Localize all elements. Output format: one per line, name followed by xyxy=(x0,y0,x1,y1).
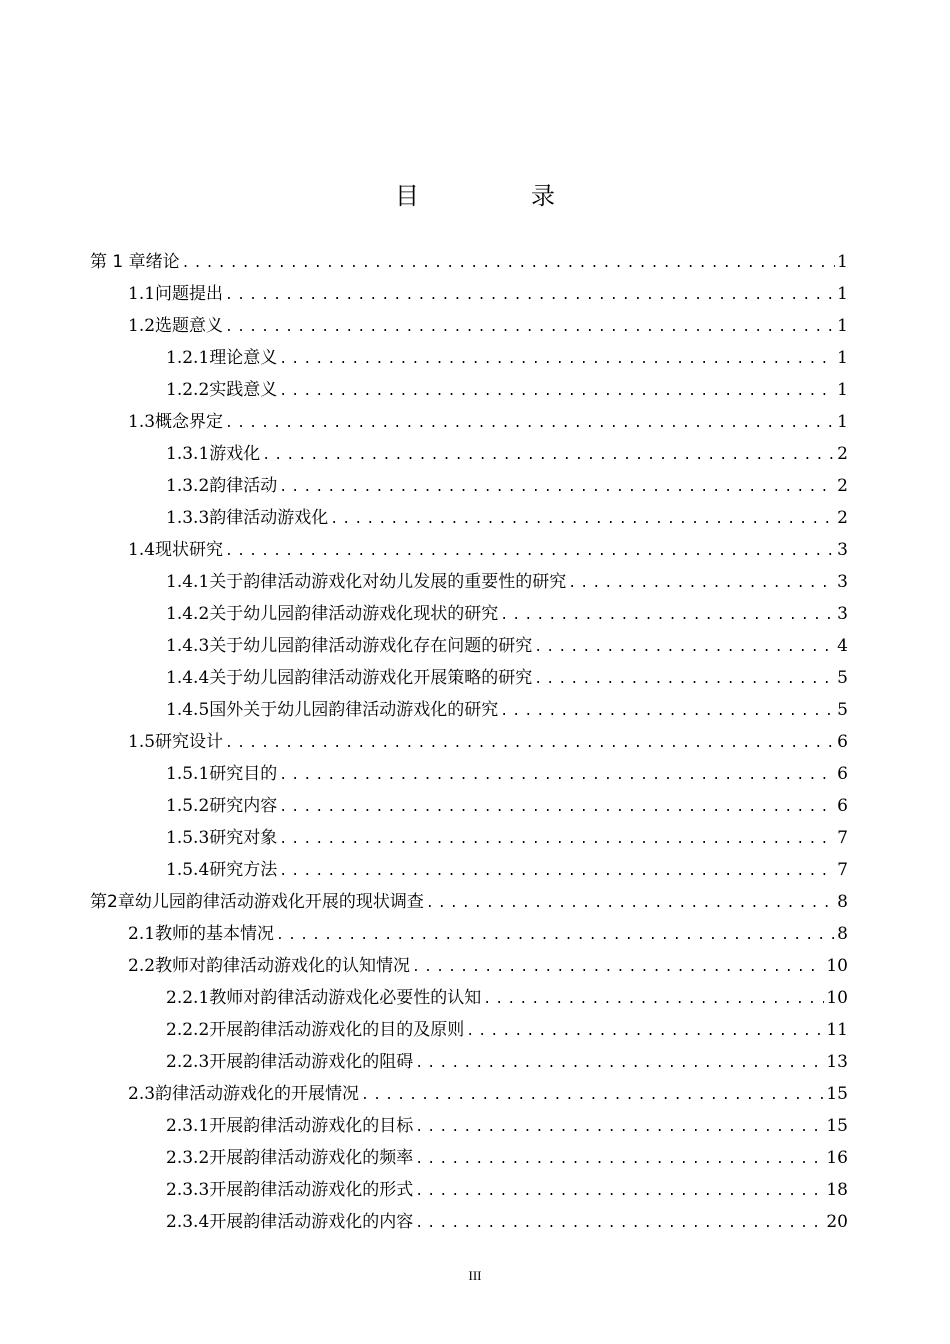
toc-number: 1.5.4 xyxy=(166,860,210,880)
toc-leader xyxy=(534,632,835,664)
toc-entry[interactable] xyxy=(90,1014,848,1046)
toc-entry[interactable] xyxy=(90,1110,848,1142)
toc-text: 韵律活动游戏化的开展情况 xyxy=(155,1084,360,1104)
toc-text: 幼儿园韵律活动游戏化开展的现状调查 xyxy=(134,892,424,912)
toc-leader xyxy=(534,664,835,696)
toc-number: 1.3 xyxy=(128,412,156,432)
toc-entry[interactable] xyxy=(90,918,848,950)
toc-entry[interactable] xyxy=(90,310,848,342)
toc-text: 现状研究 xyxy=(155,540,224,560)
toc-entry[interactable] xyxy=(90,374,848,406)
toc-text: 国外关于幼儿园韵律活动游戏化的研究 xyxy=(209,700,499,720)
toc-leader xyxy=(279,760,835,792)
toc-number: 1.4.4 xyxy=(166,668,210,688)
toc-leader xyxy=(412,952,824,984)
toc-number: 第2章 xyxy=(90,892,135,912)
toc-number: 1.3.1 xyxy=(166,444,210,464)
toc-text: 开展韵律活动游戏化的形式 xyxy=(209,1180,414,1200)
toc-page: 15 xyxy=(826,1116,848,1136)
toc-leader xyxy=(415,1144,824,1176)
toc-number: 1.2 xyxy=(128,316,156,336)
toc-leader xyxy=(279,792,835,824)
toc-number: 1.4 xyxy=(128,540,156,560)
toc-entry[interactable] xyxy=(90,854,848,886)
toc-leader xyxy=(276,920,835,952)
toc-page: 1 xyxy=(837,252,848,272)
toc-page: 1 xyxy=(837,316,848,336)
toc-text: 绪论 xyxy=(145,252,180,272)
toc-text: 教师对韵律活动游戏化的认知情况 xyxy=(155,956,411,976)
toc-text: 概念界定 xyxy=(155,412,224,432)
toc-page: 3 xyxy=(837,572,848,592)
toc-number: 1.4.1 xyxy=(166,572,210,592)
toc-entry[interactable] xyxy=(90,726,848,758)
toc-number: 2.2.2 xyxy=(166,1020,210,1040)
toc-entry[interactable] xyxy=(90,822,848,854)
toc-entry[interactable] xyxy=(90,502,848,534)
toc-number: 2.3.4 xyxy=(166,1212,210,1232)
toc-entry[interactable] xyxy=(90,694,848,726)
toc-text: 研究目的 xyxy=(209,764,278,784)
toc-text: 实践意义 xyxy=(209,380,278,400)
toc-leader xyxy=(279,344,835,376)
toc-page: 3 xyxy=(837,540,848,560)
toc-page: 6 xyxy=(837,764,848,784)
toc-number: 2.2.3 xyxy=(166,1052,210,1072)
toc-text: 游戏化 xyxy=(209,444,261,464)
toc-page: 20 xyxy=(826,1212,848,1232)
toc-leader xyxy=(415,1048,824,1080)
page-number-footer: III xyxy=(468,1268,482,1283)
toc-entry[interactable] xyxy=(90,534,848,566)
toc-text: 问题提出 xyxy=(155,284,224,304)
toc-number: 1.3.3 xyxy=(166,508,210,528)
toc-number: 1.5.3 xyxy=(166,828,210,848)
toc-entry[interactable] xyxy=(90,982,848,1014)
toc-text: 开展韵律活动游戏化的内容 xyxy=(209,1212,414,1232)
toc-text: 开展韵律活动游戏化的目标 xyxy=(209,1116,414,1136)
toc-entry[interactable] xyxy=(90,886,848,918)
toc-number: 1.3.2 xyxy=(166,476,210,496)
toc-leader xyxy=(330,504,835,536)
toc-page: 18 xyxy=(826,1180,848,1200)
toc-entry[interactable] xyxy=(90,790,848,822)
toc-number: 2.3.2 xyxy=(166,1148,210,1168)
toc-page: 6 xyxy=(837,732,848,752)
toc-number: 1.5.1 xyxy=(166,764,210,784)
toc-number: 1.5.2 xyxy=(166,796,210,816)
toc-page: 2 xyxy=(837,476,848,496)
toc-text: 研究设计 xyxy=(155,732,224,752)
toc-text: 理论意义 xyxy=(209,348,278,368)
toc-leader xyxy=(262,440,835,472)
toc-page: 8 xyxy=(837,892,848,912)
toc-entry[interactable] xyxy=(90,1206,848,1238)
toc-text: 关于韵律活动游戏化对幼儿发展的重要性的研究 xyxy=(209,572,567,592)
toc-leader xyxy=(225,728,835,760)
toc-number: 1.4.3 xyxy=(166,636,210,656)
toc-page: 10 xyxy=(826,956,848,976)
toc-page: 7 xyxy=(837,828,848,848)
toc-page: 11 xyxy=(826,1020,848,1040)
toc-page: 15 xyxy=(826,1084,848,1104)
toc-leader xyxy=(225,536,835,568)
toc-number: 1.5 xyxy=(128,732,156,752)
toc-number: 1.2.1 xyxy=(166,348,210,368)
toc-text: 韵律活动 xyxy=(209,476,278,496)
toc-number: 2.3.3 xyxy=(166,1180,210,1200)
toc-entry[interactable] xyxy=(90,662,848,694)
toc-page: 10 xyxy=(826,988,848,1008)
toc-leader xyxy=(500,600,835,632)
toc-page: 4 xyxy=(837,636,848,656)
toc-entry[interactable] xyxy=(90,598,848,630)
toc-leader xyxy=(225,312,835,344)
toc-leader xyxy=(415,1176,824,1208)
toc-text: 关于幼儿园韵律活动游戏化现状的研究 xyxy=(209,604,499,624)
toc-number: 1.1 xyxy=(128,284,156,304)
toc-leader xyxy=(568,568,835,600)
toc-text: 选题意义 xyxy=(155,316,224,336)
toc-entry[interactable] xyxy=(90,406,848,438)
toc-leader xyxy=(466,1016,824,1048)
toc-page: 1 xyxy=(837,284,848,304)
toc-entry[interactable] xyxy=(90,950,848,982)
toc-entry[interactable] xyxy=(90,1046,848,1078)
toc-text: 研究方法 xyxy=(209,860,278,880)
toc-entry[interactable] xyxy=(90,758,848,790)
toc-text: 开展韵律活动游戏化的频率 xyxy=(209,1148,414,1168)
toc-leader xyxy=(415,1112,824,1144)
toc-leader xyxy=(483,984,824,1016)
toc-leader xyxy=(500,696,835,728)
page-title: 目 录 xyxy=(395,182,599,210)
toc-entry[interactable] xyxy=(90,1174,848,1206)
toc-text: 教师的基本情况 xyxy=(155,924,275,944)
toc-page: 6 xyxy=(837,796,848,816)
toc-entry[interactable] xyxy=(90,342,848,374)
toc-leader xyxy=(426,888,835,920)
toc-leader xyxy=(279,376,835,408)
toc-page: 1 xyxy=(837,380,848,400)
toc-number: 第 1 章 xyxy=(90,252,146,272)
toc-leader xyxy=(279,824,835,856)
toc-number: 1.4.2 xyxy=(166,604,210,624)
toc-leader xyxy=(225,280,835,312)
toc-leader xyxy=(279,856,835,888)
toc-leader xyxy=(182,248,836,280)
toc-entry[interactable] xyxy=(90,630,848,662)
toc-entry[interactable] xyxy=(90,278,848,310)
table-of-contents xyxy=(90,246,848,1238)
toc-text: 关于幼儿园韵律活动游戏化存在问题的研究 xyxy=(209,636,533,656)
toc-entry[interactable] xyxy=(90,246,848,278)
toc-number: 2.2 xyxy=(128,956,156,976)
toc-page: 5 xyxy=(837,668,848,688)
toc-leader xyxy=(225,408,835,440)
toc-number: 1.2.2 xyxy=(166,380,210,400)
toc-leader xyxy=(361,1080,824,1112)
toc-number: 1.4.5 xyxy=(166,700,210,720)
toc-entry[interactable] xyxy=(90,1078,848,1110)
toc-leader xyxy=(279,472,835,504)
toc-page: 2 xyxy=(837,508,848,528)
toc-page: 13 xyxy=(826,1052,848,1072)
toc-entry[interactable] xyxy=(90,470,848,502)
toc-text: 关于幼儿园韵律活动游戏化开展策略的研究 xyxy=(209,668,533,688)
toc-number: 2.1 xyxy=(128,924,156,944)
toc-page: 16 xyxy=(826,1148,848,1168)
toc-page: 1 xyxy=(837,412,848,432)
toc-entry[interactable] xyxy=(90,438,848,470)
toc-text: 开展韵律活动游戏化的阻碍 xyxy=(209,1052,414,1072)
toc-page: 3 xyxy=(837,604,848,624)
toc-page: 8 xyxy=(837,924,848,944)
toc-text: 教师对韵律活动游戏化必要性的认知 xyxy=(209,988,482,1008)
toc-text: 开展韵律活动游戏化的目的及原则 xyxy=(209,1020,465,1040)
toc-page: 1 xyxy=(837,348,848,368)
toc-number: 2.3 xyxy=(128,1084,156,1104)
toc-text: 韵律活动游戏化 xyxy=(209,508,329,528)
toc-number: 2.2.1 xyxy=(166,988,210,1008)
toc-text: 研究对象 xyxy=(209,828,278,848)
toc-text: 研究内容 xyxy=(209,796,278,816)
toc-page: 7 xyxy=(837,860,848,880)
toc-page: 5 xyxy=(837,700,848,720)
toc-leader xyxy=(415,1208,824,1240)
toc-page: 2 xyxy=(837,444,848,464)
toc-entry[interactable] xyxy=(90,1142,848,1174)
toc-entry[interactable] xyxy=(90,566,848,598)
toc-number: 2.3.1 xyxy=(166,1116,210,1136)
